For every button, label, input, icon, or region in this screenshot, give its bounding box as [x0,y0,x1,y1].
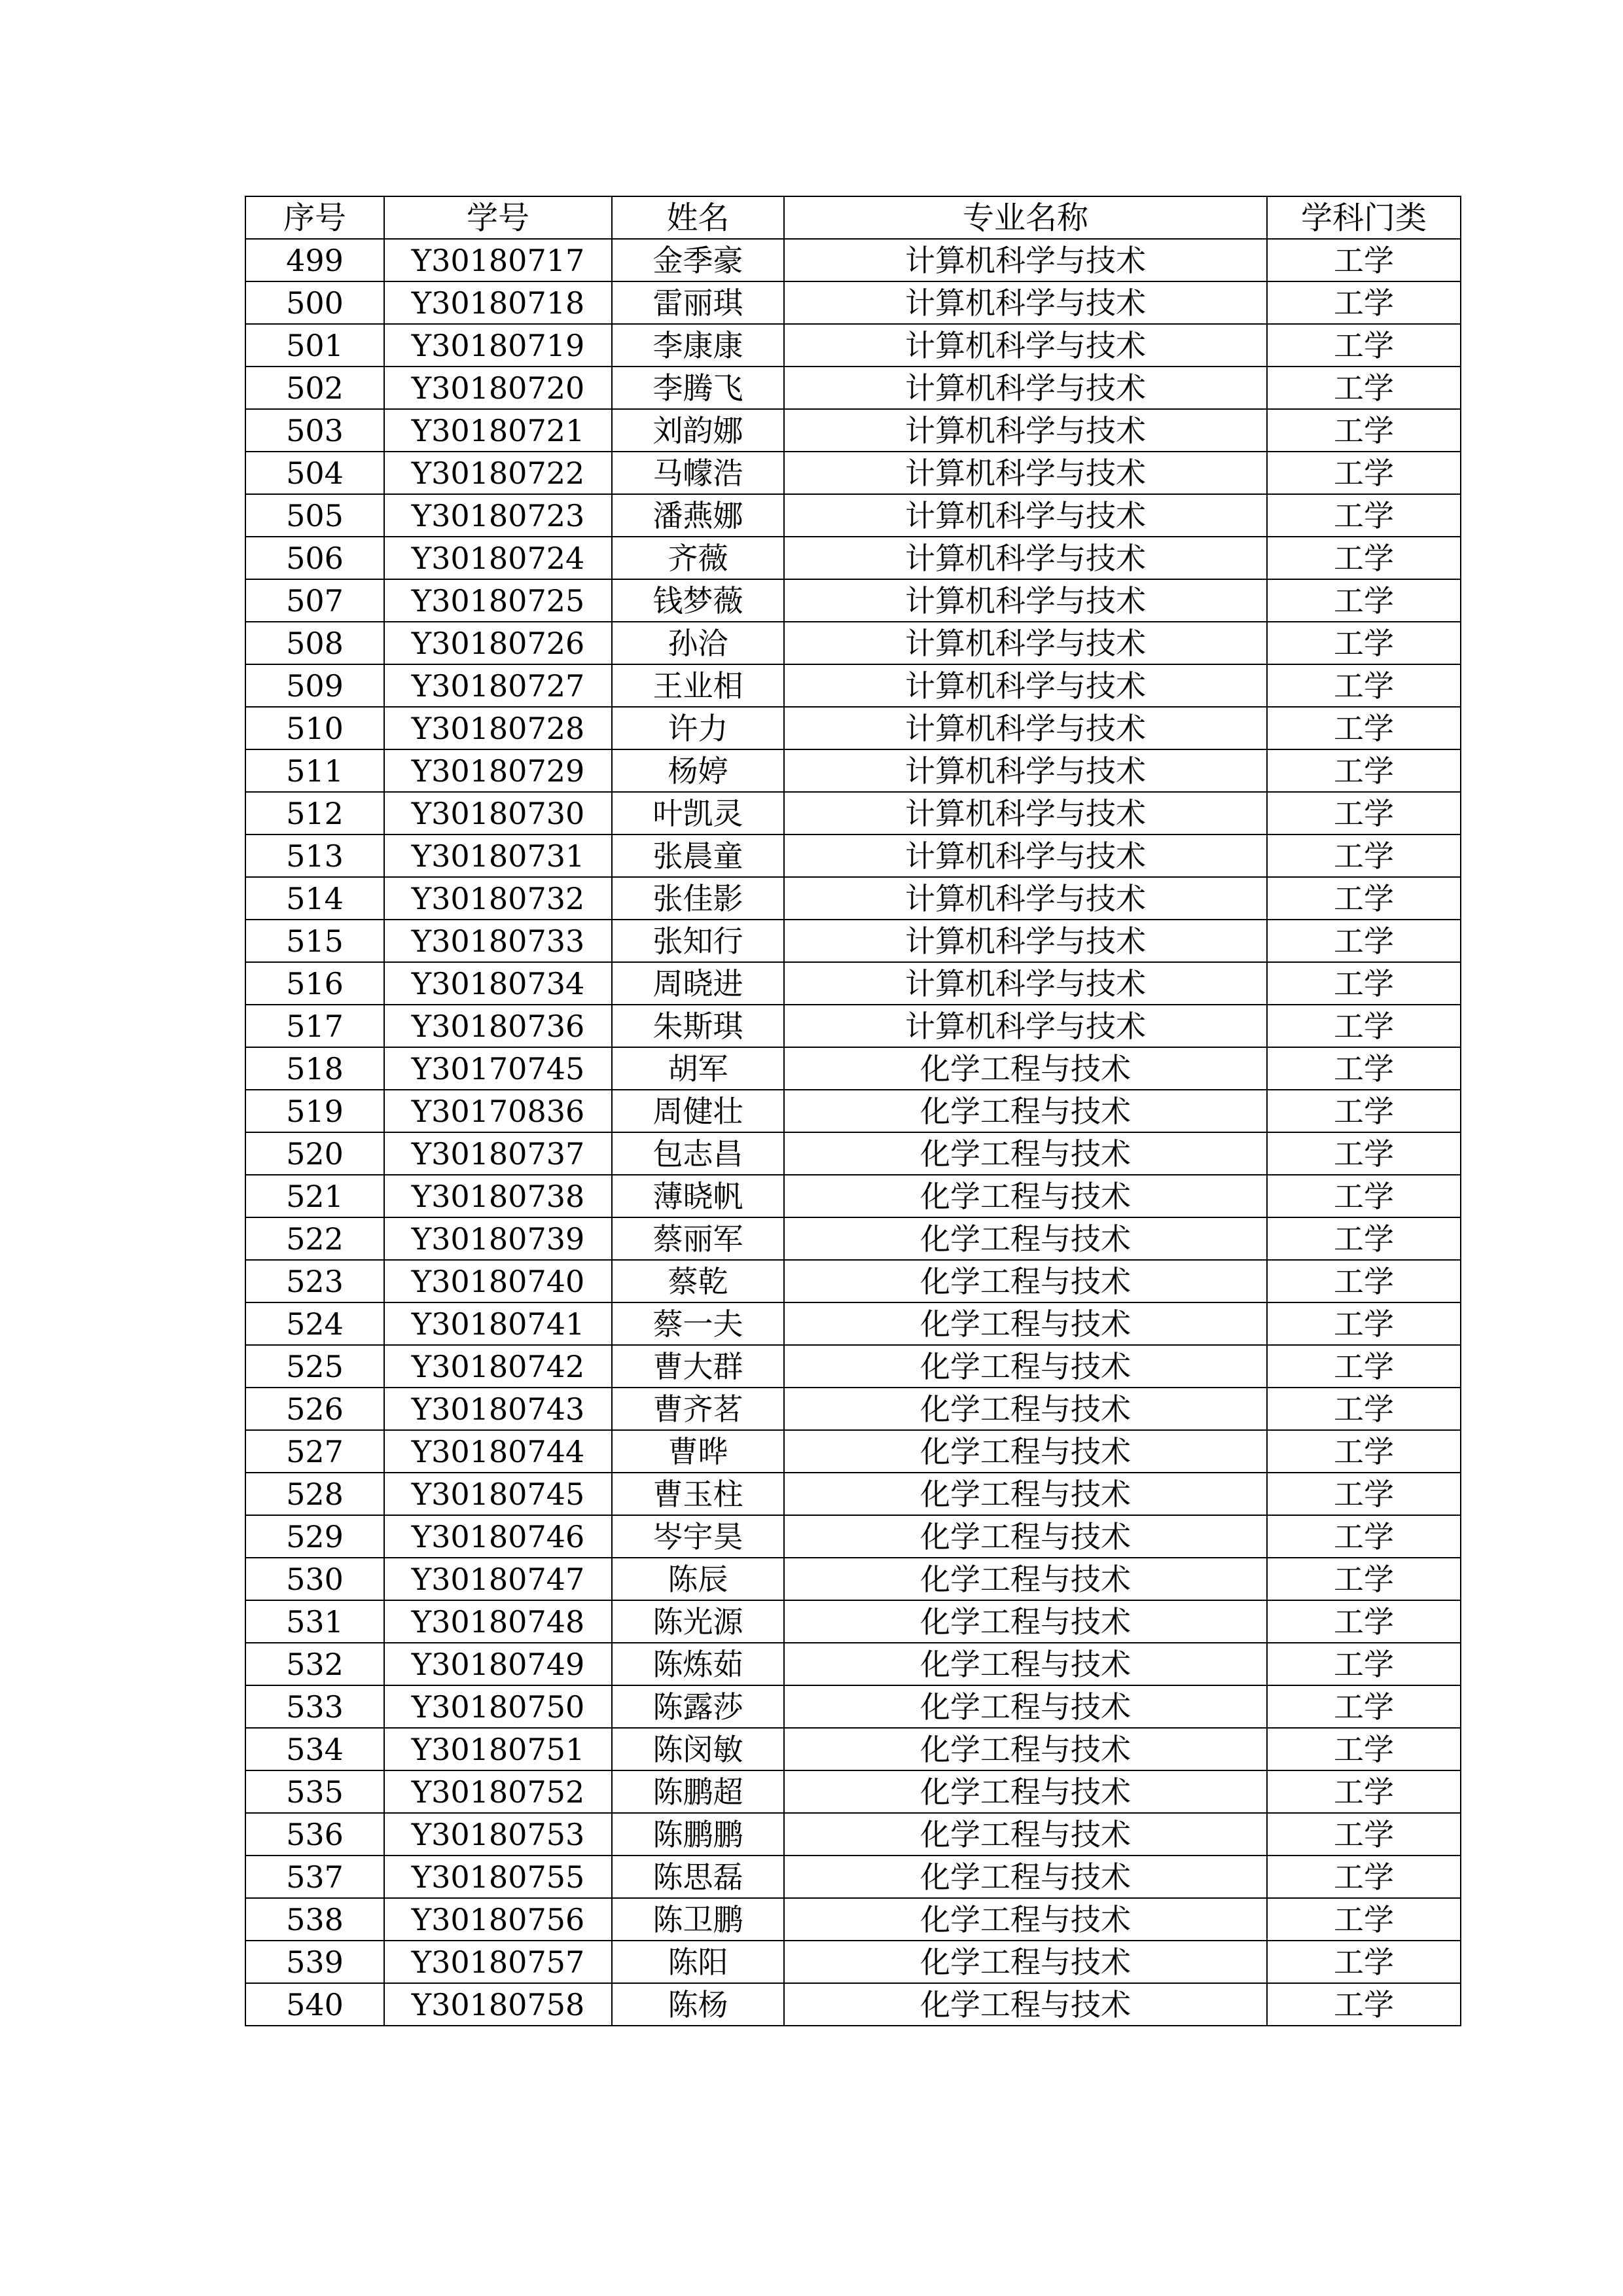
table-body [245,239,1461,2026]
cell-name: 陈光源 [612,1600,784,1643]
cell-category: 工学 [1267,1600,1461,1643]
cell-name: 岑宇昊 [612,1515,784,1558]
cell-major: 化学工程与技术 [784,1132,1267,1175]
cell-major: 化学工程与技术 [784,1217,1267,1260]
table-row [245,1941,1461,1983]
header-category: 学科门类 [1267,196,1461,239]
cell-major: 计算机科学与技术 [784,579,1267,622]
cell-seq: 539 [245,1941,384,1983]
cell-name: 钱梦薇 [612,579,784,622]
cell-name: 张佳影 [612,877,784,920]
cell-name: 陈鹏超 [612,1770,784,1813]
cell-seq: 513 [245,834,384,877]
cell-major: 化学工程与技术 [784,1898,1267,1941]
table-row [245,1600,1461,1643]
cell-name: 叶凯灵 [612,792,784,834]
header-row [245,196,1461,239]
cell-student-id: Y30180758 [384,1983,612,2026]
cell-student-id: Y30180731 [384,834,612,877]
cell-major: 化学工程与技术 [784,1047,1267,1090]
cell-seq: 521 [245,1175,384,1217]
cell-student-id: Y30180733 [384,920,612,962]
cell-major: 计算机科学与技术 [784,239,1267,281]
cell-student-id: Y30180742 [384,1345,612,1388]
cell-seq: 522 [245,1217,384,1260]
table-row [245,792,1461,834]
cell-name: 陈闵敏 [612,1728,784,1770]
header-major: 专业名称 [784,196,1267,239]
cell-category: 工学 [1267,281,1461,324]
cell-student-id: Y30180728 [384,707,612,749]
cell-student-id: Y30180732 [384,877,612,920]
table-row [245,537,1461,579]
cell-major: 化学工程与技术 [784,1388,1267,1430]
cell-category: 工学 [1267,707,1461,749]
cell-category: 工学 [1267,1558,1461,1600]
cell-student-id: Y30180737 [384,1132,612,1175]
table-row [245,622,1461,664]
table-row [245,281,1461,324]
cell-student-id: Y30180736 [384,1005,612,1047]
cell-student-id: Y30180722 [384,452,612,494]
student-roster-table [245,196,1461,2026]
cell-category: 工学 [1267,579,1461,622]
table-row [245,1813,1461,1856]
cell-seq: 526 [245,1388,384,1430]
cell-seq: 507 [245,579,384,622]
table-row [245,1090,1461,1132]
cell-name: 张知行 [612,920,784,962]
cell-name: 包志昌 [612,1132,784,1175]
cell-category: 工学 [1267,1473,1461,1515]
table-row [245,1898,1461,1941]
cell-seq: 530 [245,1558,384,1600]
cell-seq: 503 [245,409,384,452]
cell-category: 工学 [1267,1132,1461,1175]
cell-student-id: Y30180748 [384,1600,612,1643]
cell-category: 工学 [1267,1515,1461,1558]
cell-category: 工学 [1267,1388,1461,1430]
cell-student-id: Y30180755 [384,1856,612,1898]
cell-student-id: Y30180725 [384,579,612,622]
cell-name: 陈炼茹 [612,1643,784,1685]
cell-student-id: Y30180747 [384,1558,612,1600]
cell-student-id: Y30180717 [384,239,612,281]
cell-student-id: Y30180723 [384,494,612,537]
cell-seq: 518 [245,1047,384,1090]
cell-name: 王业相 [612,664,784,707]
table-row [245,1685,1461,1728]
cell-major: 计算机科学与技术 [784,792,1267,834]
cell-major: 化学工程与技术 [784,1175,1267,1217]
table-header [245,196,1461,239]
cell-student-id: Y30180743 [384,1388,612,1430]
header-seq: 序号 [245,196,384,239]
cell-major: 化学工程与技术 [784,1643,1267,1685]
cell-major: 化学工程与技术 [784,1941,1267,1983]
cell-seq: 515 [245,920,384,962]
cell-seq: 517 [245,1005,384,1047]
table-row [245,1260,1461,1302]
cell-seq: 504 [245,452,384,494]
cell-category: 工学 [1267,1090,1461,1132]
cell-seq: 514 [245,877,384,920]
cell-student-id: Y30170745 [384,1047,612,1090]
cell-seq: 508 [245,622,384,664]
table-row [245,834,1461,877]
cell-major: 化学工程与技术 [784,1856,1267,1898]
cell-seq: 524 [245,1302,384,1345]
cell-category: 工学 [1267,792,1461,834]
cell-category: 工学 [1267,1770,1461,1813]
cell-name: 蔡丽军 [612,1217,784,1260]
table-row [245,1302,1461,1345]
cell-major: 计算机科学与技术 [784,1005,1267,1047]
cell-student-id: Y30180738 [384,1175,612,1217]
cell-seq: 533 [245,1685,384,1728]
cell-major: 计算机科学与技术 [784,749,1267,792]
cell-student-id: Y30180726 [384,622,612,664]
cell-name: 周晓进 [612,962,784,1005]
cell-category: 工学 [1267,834,1461,877]
cell-category: 工学 [1267,920,1461,962]
cell-seq: 506 [245,537,384,579]
cell-name: 曹晔 [612,1430,784,1473]
cell-seq: 511 [245,749,384,792]
cell-seq: 505 [245,494,384,537]
table-row [245,664,1461,707]
cell-seq: 536 [245,1813,384,1856]
table-row [245,367,1461,409]
cell-seq: 519 [245,1090,384,1132]
table-row [245,1388,1461,1430]
table-row [245,409,1461,452]
cell-category: 工学 [1267,1983,1461,2026]
cell-category: 工学 [1267,664,1461,707]
cell-major: 计算机科学与技术 [784,367,1267,409]
cell-major: 化学工程与技术 [784,1090,1267,1132]
cell-major: 化学工程与技术 [784,1685,1267,1728]
cell-name: 朱斯琪 [612,1005,784,1047]
cell-major: 计算机科学与技术 [784,834,1267,877]
cell-category: 工学 [1267,452,1461,494]
cell-category: 工学 [1267,239,1461,281]
cell-major: 化学工程与技术 [784,1302,1267,1345]
table-row [245,920,1461,962]
cell-category: 工学 [1267,1047,1461,1090]
cell-seq: 500 [245,281,384,324]
cell-name: 陈杨 [612,1983,784,2026]
cell-major: 化学工程与技术 [784,1515,1267,1558]
cell-name: 周健壮 [612,1090,784,1132]
table-row [245,1728,1461,1770]
cell-student-id: Y30180745 [384,1473,612,1515]
cell-major: 化学工程与技术 [784,1558,1267,1600]
cell-seq: 516 [245,962,384,1005]
cell-major: 计算机科学与技术 [784,920,1267,962]
cell-category: 工学 [1267,1345,1461,1388]
cell-seq: 531 [245,1600,384,1643]
cell-major: 化学工程与技术 [784,1983,1267,2026]
cell-name: 杨婷 [612,749,784,792]
cell-student-id: Y30180752 [384,1770,612,1813]
cell-seq: 538 [245,1898,384,1941]
cell-category: 工学 [1267,1813,1461,1856]
cell-name: 陈阳 [612,1941,784,1983]
table-row [245,1558,1461,1600]
cell-student-id: Y30180721 [384,409,612,452]
cell-student-id: Y30180753 [384,1813,612,1856]
cell-student-id: Y30180740 [384,1260,612,1302]
table-row [245,239,1461,281]
cell-seq: 520 [245,1132,384,1175]
cell-student-id: Y30180729 [384,749,612,792]
cell-major: 计算机科学与技术 [784,664,1267,707]
cell-name: 潘燕娜 [612,494,784,537]
cell-name: 陈辰 [612,1558,784,1600]
cell-student-id: Y30180741 [384,1302,612,1345]
cell-seq: 529 [245,1515,384,1558]
cell-student-id: Y30180751 [384,1728,612,1770]
cell-category: 工学 [1267,1728,1461,1770]
cell-category: 工学 [1267,324,1461,367]
table-row [245,1430,1461,1473]
table-row [245,1770,1461,1813]
cell-category: 工学 [1267,367,1461,409]
cell-major: 计算机科学与技术 [784,707,1267,749]
table-row [245,1856,1461,1898]
header-name: 姓名 [612,196,784,239]
cell-name: 金季豪 [612,239,784,281]
cell-seq: 512 [245,792,384,834]
cell-category: 工学 [1267,1898,1461,1941]
table-row [245,1983,1461,2026]
cell-name: 陈鹏鹏 [612,1813,784,1856]
cell-student-id: Y30180719 [384,324,612,367]
cell-category: 工学 [1267,1643,1461,1685]
cell-major: 化学工程与技术 [784,1600,1267,1643]
cell-student-id: Y30180750 [384,1685,612,1728]
cell-seq: 532 [245,1643,384,1685]
table-row [245,1175,1461,1217]
cell-major: 计算机科学与技术 [784,962,1267,1005]
cell-major: 化学工程与技术 [784,1473,1267,1515]
cell-category: 工学 [1267,494,1461,537]
cell-name: 马幪浩 [612,452,784,494]
cell-category: 工学 [1267,409,1461,452]
cell-major: 计算机科学与技术 [784,877,1267,920]
cell-major: 化学工程与技术 [784,1770,1267,1813]
cell-category: 工学 [1267,1302,1461,1345]
cell-major: 化学工程与技术 [784,1430,1267,1473]
cell-name: 曹玉柱 [612,1473,784,1515]
cell-seq: 527 [245,1430,384,1473]
table-row [245,452,1461,494]
cell-category: 工学 [1267,1005,1461,1047]
cell-name: 雷丽琪 [612,281,784,324]
cell-seq: 501 [245,324,384,367]
cell-category: 工学 [1267,1217,1461,1260]
cell-student-id: Y30180718 [384,281,612,324]
table-row [245,1047,1461,1090]
table-row [245,1217,1461,1260]
header-student-id: 学号 [384,196,612,239]
cell-name: 陈露莎 [612,1685,784,1728]
table-row [245,1515,1461,1558]
cell-category: 工学 [1267,877,1461,920]
cell-student-id: Y30180724 [384,537,612,579]
cell-student-id: Y30180757 [384,1941,612,1983]
cell-student-id: Y30180746 [384,1515,612,1558]
cell-major: 化学工程与技术 [784,1728,1267,1770]
cell-name: 陈思磊 [612,1856,784,1898]
cell-major: 计算机科学与技术 [784,324,1267,367]
cell-category: 工学 [1267,537,1461,579]
cell-category: 工学 [1267,1175,1461,1217]
cell-name: 胡军 [612,1047,784,1090]
cell-student-id: Y30180749 [384,1643,612,1685]
table-row [245,1345,1461,1388]
cell-name: 薄晓帆 [612,1175,784,1217]
cell-seq: 535 [245,1770,384,1813]
cell-major: 化学工程与技术 [784,1813,1267,1856]
table-row [245,579,1461,622]
cell-major: 计算机科学与技术 [784,452,1267,494]
cell-seq: 528 [245,1473,384,1515]
cell-student-id: Y30170836 [384,1090,612,1132]
cell-student-id: Y30180727 [384,664,612,707]
cell-student-id: Y30180720 [384,367,612,409]
table-row [245,962,1461,1005]
cell-category: 工学 [1267,749,1461,792]
cell-name: 曹齐茗 [612,1388,784,1430]
cell-student-id: Y30180744 [384,1430,612,1473]
cell-name: 曹大群 [612,1345,784,1388]
cell-name: 李腾飞 [612,367,784,409]
cell-name: 孙洽 [612,622,784,664]
cell-name: 蔡一夫 [612,1302,784,1345]
cell-seq: 523 [245,1260,384,1302]
cell-seq: 509 [245,664,384,707]
cell-seq: 510 [245,707,384,749]
cell-student-id: Y30180734 [384,962,612,1005]
cell-major: 化学工程与技术 [784,1260,1267,1302]
table-row [245,877,1461,920]
table-row [245,1643,1461,1685]
cell-major: 计算机科学与技术 [784,281,1267,324]
cell-category: 工学 [1267,1856,1461,1898]
cell-name: 许力 [612,707,784,749]
cell-student-id: Y30180756 [384,1898,612,1941]
cell-major: 化学工程与技术 [784,1345,1267,1388]
cell-student-id: Y30180730 [384,792,612,834]
cell-category: 工学 [1267,1260,1461,1302]
table-row [245,749,1461,792]
table-row [245,494,1461,537]
cell-seq: 534 [245,1728,384,1770]
cell-category: 工学 [1267,1941,1461,1983]
cell-major: 计算机科学与技术 [784,494,1267,537]
table-row [245,1473,1461,1515]
cell-seq: 537 [245,1856,384,1898]
cell-name: 陈卫鹏 [612,1898,784,1941]
cell-name: 蔡乾 [612,1260,784,1302]
cell-major: 计算机科学与技术 [784,622,1267,664]
cell-category: 工学 [1267,1685,1461,1728]
cell-name: 刘韵娜 [612,409,784,452]
cell-seq: 499 [245,239,384,281]
cell-name: 李康康 [612,324,784,367]
cell-major: 计算机科学与技术 [784,537,1267,579]
cell-seq: 525 [245,1345,384,1388]
cell-seq: 502 [245,367,384,409]
cell-name: 齐薇 [612,537,784,579]
table-row [245,707,1461,749]
cell-category: 工学 [1267,622,1461,664]
cell-student-id: Y30180739 [384,1217,612,1260]
table-row [245,324,1461,367]
cell-major: 计算机科学与技术 [784,409,1267,452]
cell-seq: 540 [245,1983,384,2026]
cell-category: 工学 [1267,1430,1461,1473]
cell-name: 张晨童 [612,834,784,877]
table-row [245,1132,1461,1175]
table-row [245,1005,1461,1047]
cell-category: 工学 [1267,962,1461,1005]
